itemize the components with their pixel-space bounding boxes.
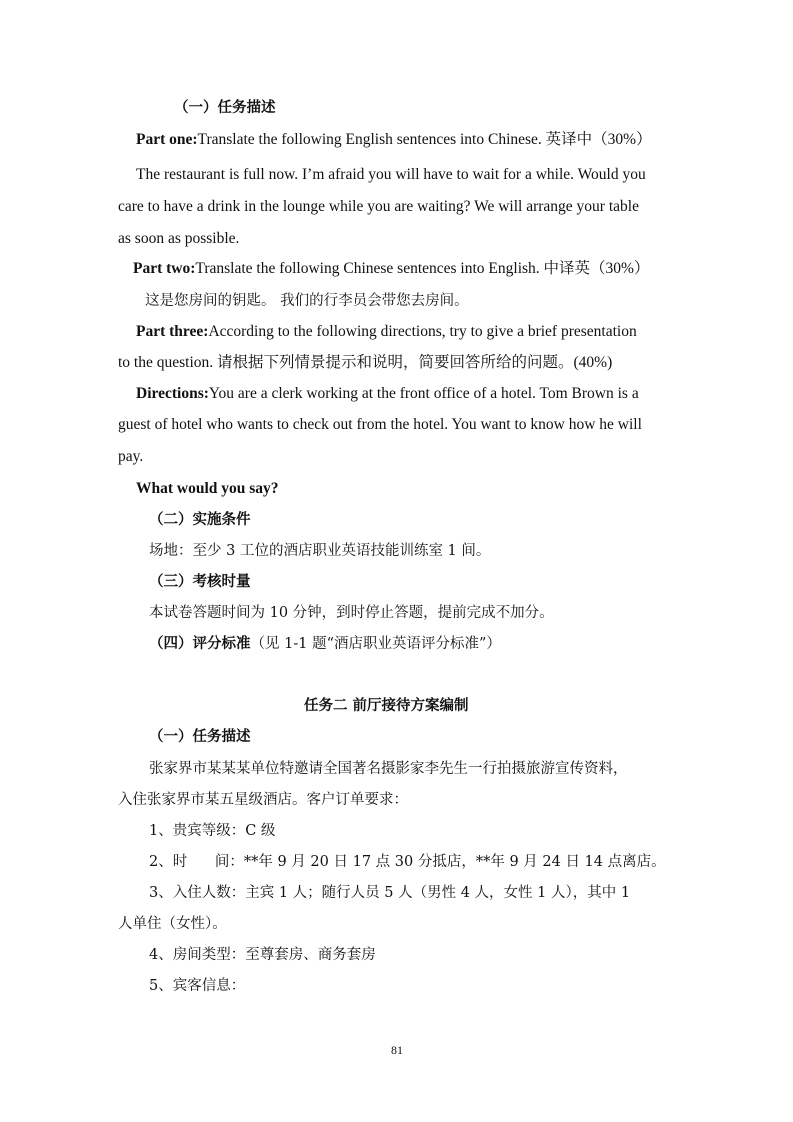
- scoring-note: （见 1-1 题“酒店职业英语评分标准”）: [250, 636, 501, 652]
- section-heading-task-description: （一）任务描述: [174, 99, 276, 116]
- part-one-text: Translate the following English sentences into Chinese. 英译中（30%）: [197, 131, 652, 148]
- directions-line-3: pay.: [118, 448, 144, 465]
- list-item: 1、贵宾等级：C 级: [149, 823, 276, 839]
- list-item: 2、时 间：**年 9 月 20 日 17 点 30 分抵店，**年 9 月 24 日 14 点离店。: [149, 854, 666, 870]
- part-one-sentence-line-2: care to have a drink in the lounge while you are waiting? We will arrange your table: [118, 198, 639, 215]
- task2-paragraph-line-1: 张家界市某某某单位特邀请全国著名摄影家李先生一行拍摄旅游宣传资料，: [149, 761, 628, 777]
- list-item: 3、入住人数：主宾 1 人；随行人员 5 人（男性 4 人，女性 1 人），其中 1: [149, 885, 631, 901]
- part-two-line: [133, 259, 649, 279]
- time-limit-text: 本试卷答题时间为 10 分钟，到时停止答题，提前完成不加分。: [149, 605, 554, 621]
- page-number: 81: [391, 1043, 403, 1057]
- section-heading-time-limit: （三）考核时量: [149, 573, 251, 590]
- question-line: What would you say?: [136, 480, 279, 497]
- part-three-text: According to the following directions, try to give a brief presentation: [208, 323, 637, 340]
- list-item: 5、宾客信息：: [149, 978, 246, 994]
- part-three-label: Part three:: [136, 323, 209, 340]
- part-two-sentence: 这是您房间的钥匙。 我们的行李员会带您去房间。: [145, 293, 469, 309]
- task2-heading: （一）任务描述: [149, 728, 251, 745]
- part-three-line: [136, 322, 637, 342]
- directions-line-2: guest of hotel who wants to check out from the hotel. You want to know how he will: [118, 416, 642, 433]
- section-heading-conditions: （二）实施条件: [149, 511, 251, 528]
- part-one-sentence-line-1: The restaurant is full now. I’m afraid you will have to wait for a while. Would you: [136, 166, 646, 183]
- part-three-line-2: to the question. 请根据下列情景提示和说明，简要回答所给的问题。(40%): [118, 354, 613, 371]
- task2-paragraph-line-2: 入住张家界市某五星级酒店。客户订单要求：: [118, 792, 408, 808]
- directions-label: Directions:: [136, 385, 209, 402]
- list-item: 人单住（女性）。: [118, 916, 227, 932]
- part-one-label: Part one:: [136, 131, 198, 148]
- part-two-label: Part two:: [133, 260, 196, 277]
- part-two-text: Translate the following Chinese sentences into English. 中译英（30%）: [195, 260, 650, 277]
- directions-line: [136, 384, 639, 404]
- section-heading-scoring: （四）评分标准: [149, 635, 251, 652]
- list-item: 4、房间类型：至尊套房、商务套房: [149, 947, 376, 963]
- part-one-sentence-line-3: as soon as possible.: [118, 230, 240, 247]
- task2-title: 任务二 前厅接待方案编制: [304, 697, 469, 714]
- part-one-line: [136, 130, 652, 150]
- directions-text: You are a clerk working at the front office of a hotel. Tom Brown is a: [208, 385, 639, 402]
- conditions-text: 场地：至少 3 工位的酒店职业英语技能训练室 1 间。: [149, 543, 491, 559]
- scoring-line: [149, 634, 501, 654]
